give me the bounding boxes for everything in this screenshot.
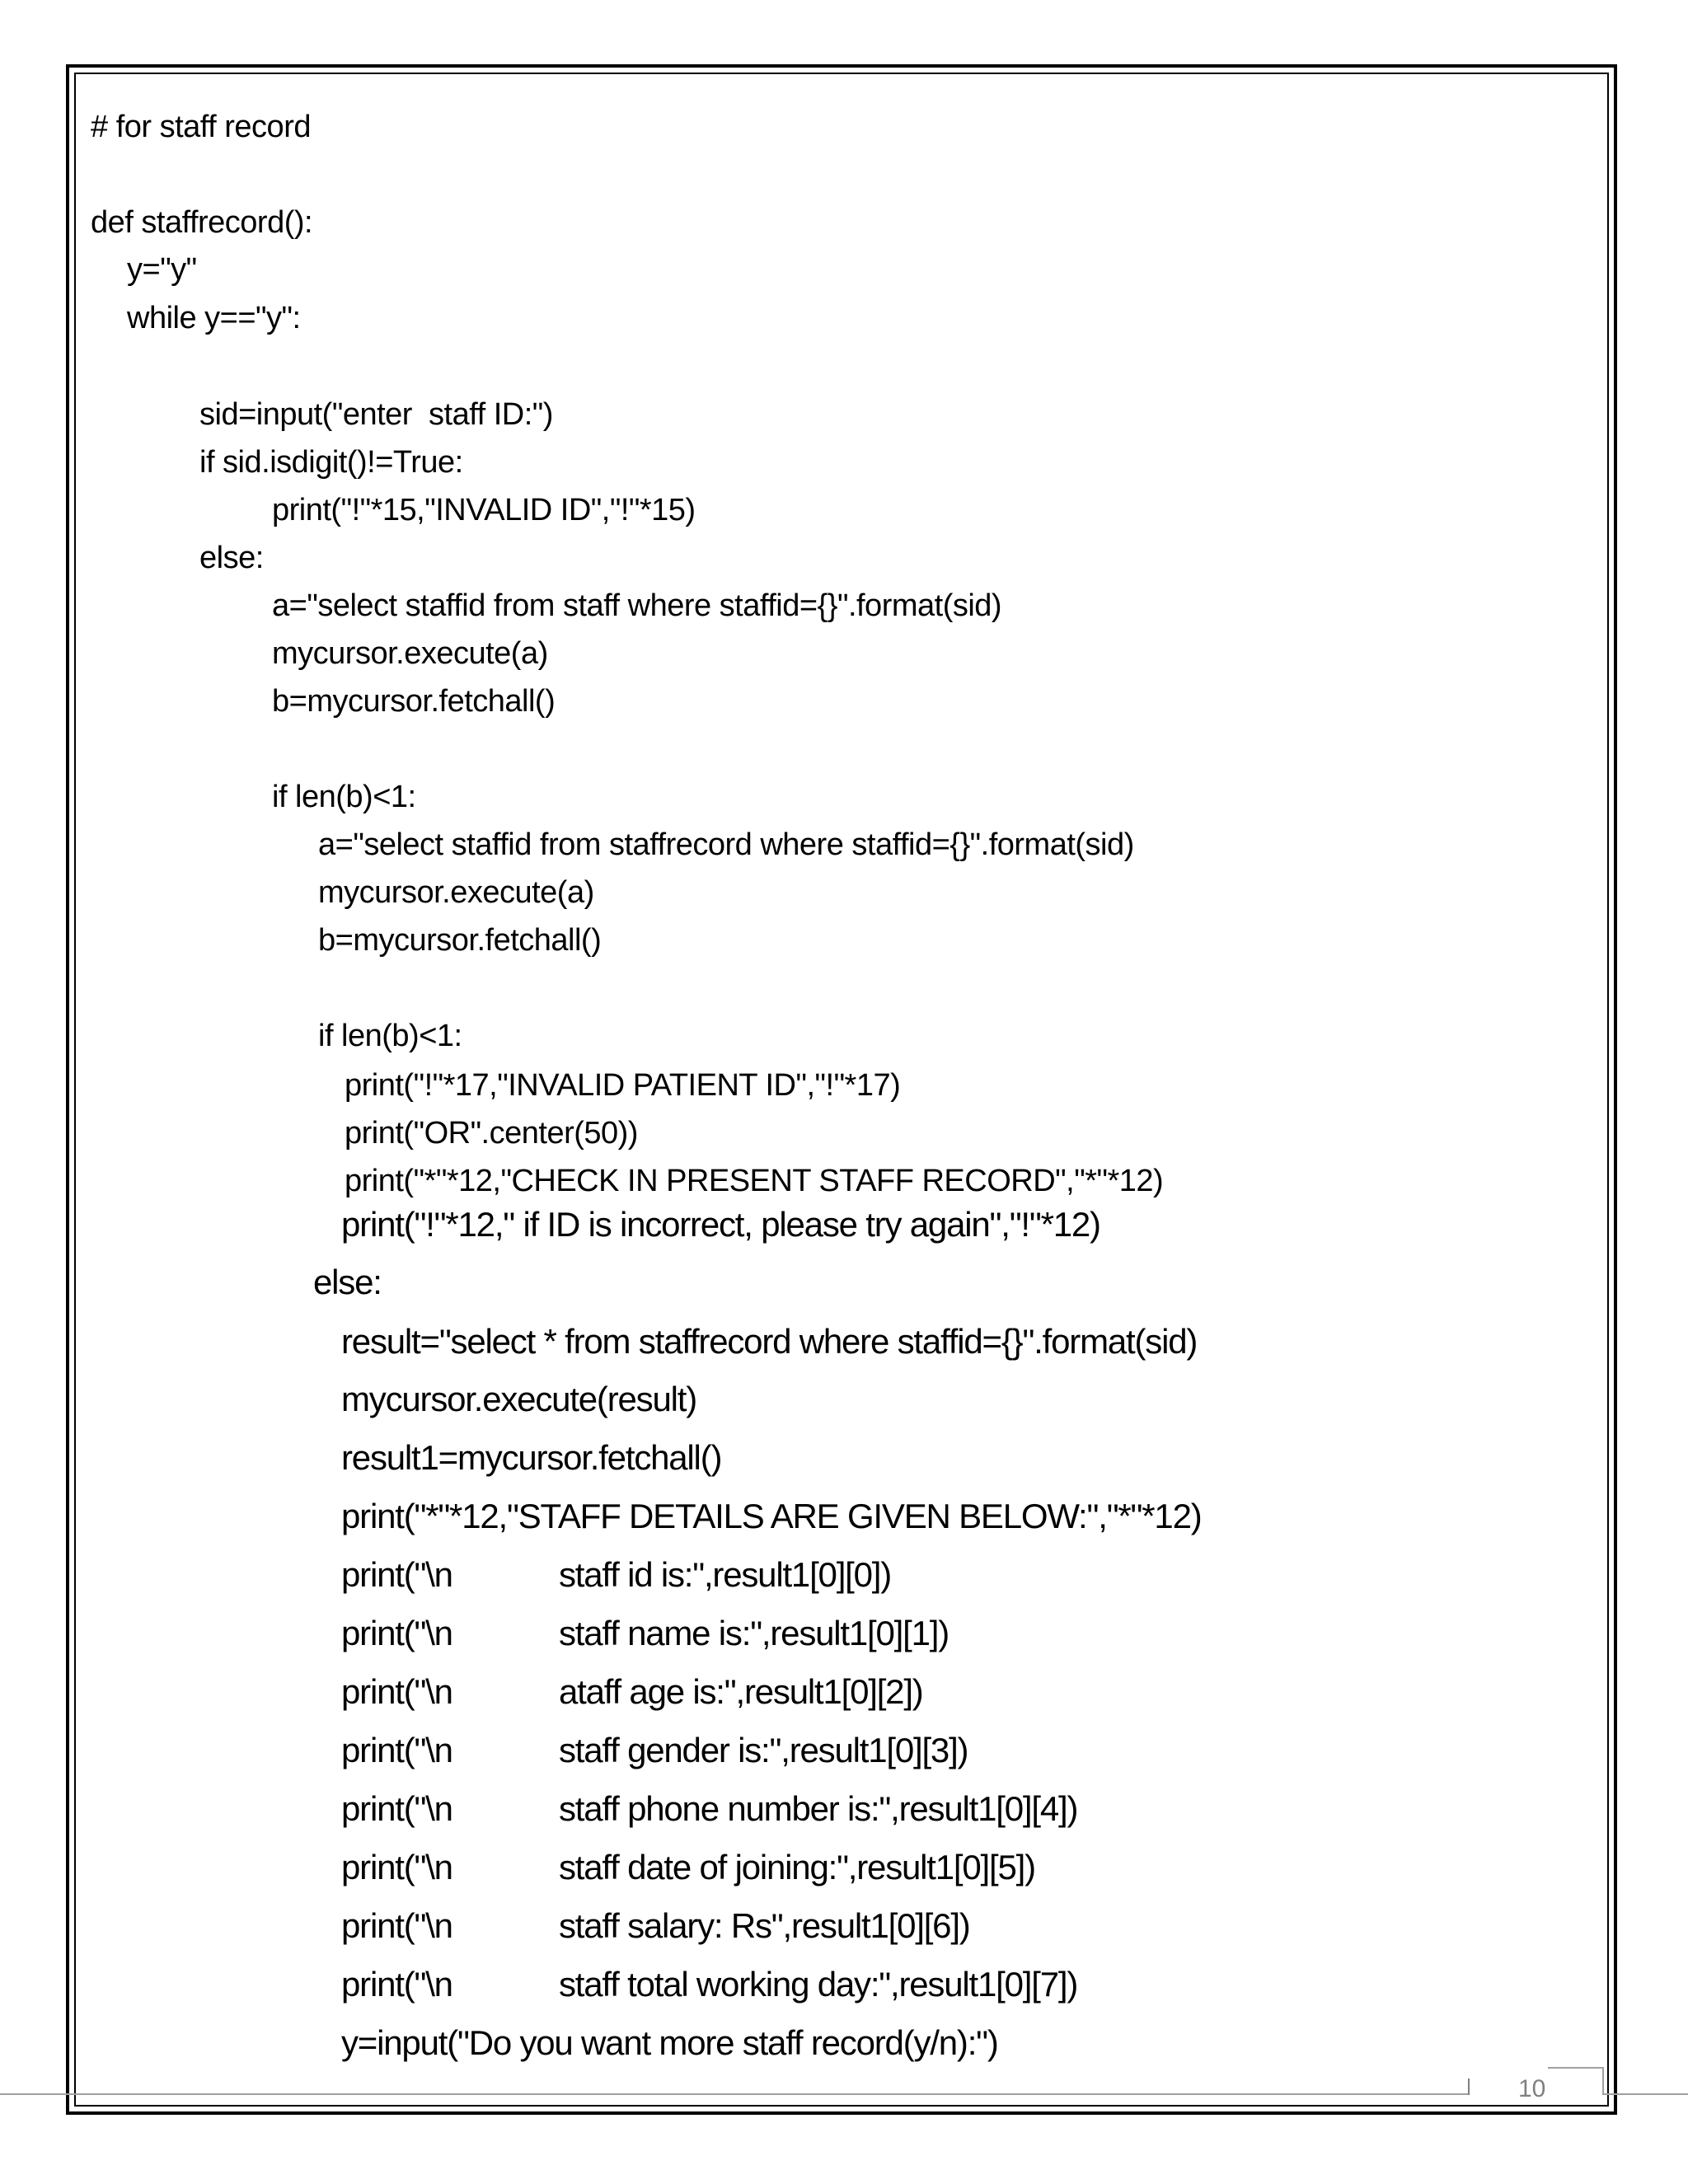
code-line: if sid.isdigit()!=True: xyxy=(199,445,463,480)
code-line: b=mycursor.fetchall() xyxy=(318,923,602,958)
print-prefix: print("\n xyxy=(341,1672,452,1711)
print-prefix: print("\n xyxy=(341,1789,452,1828)
code-line: if len(b)<1: xyxy=(318,1019,462,1053)
code-line: print("*"*12,"CHECK IN PRESENT STAFF RECORD","*"*12) xyxy=(345,1164,1164,1198)
print-prefix: print("\n xyxy=(341,1848,452,1886)
code-line: print("!"*12," if ID is incorrect, please try again","!"*12) xyxy=(341,1205,1100,1244)
code-line: print("*"*12,"STAFF DETAILS ARE GIVEN BELOW:","*"*12) xyxy=(341,1497,1202,1535)
code-line: else: xyxy=(199,541,264,575)
print-prefix: print("\n xyxy=(341,1731,452,1769)
code-line: result="select * from staffrecord where staffid={}".format(sid) xyxy=(341,1322,1198,1361)
code-line: while y=="y": xyxy=(127,301,301,335)
print-text: staff date of joining:",result1[0][5]) xyxy=(559,1848,1035,1886)
code-line: result1=mycursor.fetchall() xyxy=(341,1438,722,1477)
code-line: b=mycursor.fetchall() xyxy=(272,684,556,719)
print-text: ataff age is:",result1[0][2]) xyxy=(559,1672,923,1711)
print-text: staff phone number is:",result1[0][4]) xyxy=(559,1789,1078,1828)
code-line: print("!"*15,"INVALID ID","!"*15) xyxy=(272,493,696,527)
clipped-line-wrapper xyxy=(330,1160,1319,1200)
footer-rule xyxy=(0,2093,1470,2095)
code-line: else: xyxy=(313,1263,382,1301)
print-prefix: print("\n xyxy=(341,1614,452,1652)
print-text: staff id is:",result1[0][0]) xyxy=(559,1555,892,1594)
page-number: 10 xyxy=(1518,2075,1546,2102)
code-line: if len(b)<1: xyxy=(272,780,416,814)
print-prefix: print("\n xyxy=(341,1906,452,1945)
footer-tick xyxy=(1468,2079,1470,2095)
print-text: staff total working day:",result1[0][7]) xyxy=(559,1965,1078,2004)
code-line: # for staff record xyxy=(91,110,311,144)
print-prefix: print("\n xyxy=(341,1555,452,1594)
code-line: a="select staffid from staffrecord where staffid={}".format(sid) xyxy=(318,827,1134,862)
print-text: staff name is:",result1[0][1]) xyxy=(559,1614,950,1652)
code-line: y="y" xyxy=(127,252,197,287)
page-number-box xyxy=(1548,2067,1604,2093)
footer-rule-right xyxy=(1602,2093,1688,2095)
code-line: y=input("Do you want more staff record(y/n):") xyxy=(341,2023,998,2062)
print-prefix: print("\n xyxy=(341,1965,452,2004)
code-line: mycursor.execute(a) xyxy=(272,636,548,671)
code-line: def staffrecord(): xyxy=(91,205,313,240)
code-line: mycursor.execute(a) xyxy=(318,875,594,910)
code-line: print("OR".center(50)) xyxy=(345,1116,638,1151)
code-line: sid=input("enter staff ID:") xyxy=(199,397,553,432)
code-line: mycursor.execute(result) xyxy=(341,1380,697,1418)
code-line: a="select staffid from staff where staffid={}".format(sid) xyxy=(272,588,1002,623)
print-text: staff gender is:",result1[0][3]) xyxy=(559,1731,968,1769)
print-text: staff salary: Rs",result1[0][6]) xyxy=(559,1906,970,1945)
code-line: print("!"*17,"INVALID PATIENT ID","!"*17) xyxy=(345,1068,901,1103)
